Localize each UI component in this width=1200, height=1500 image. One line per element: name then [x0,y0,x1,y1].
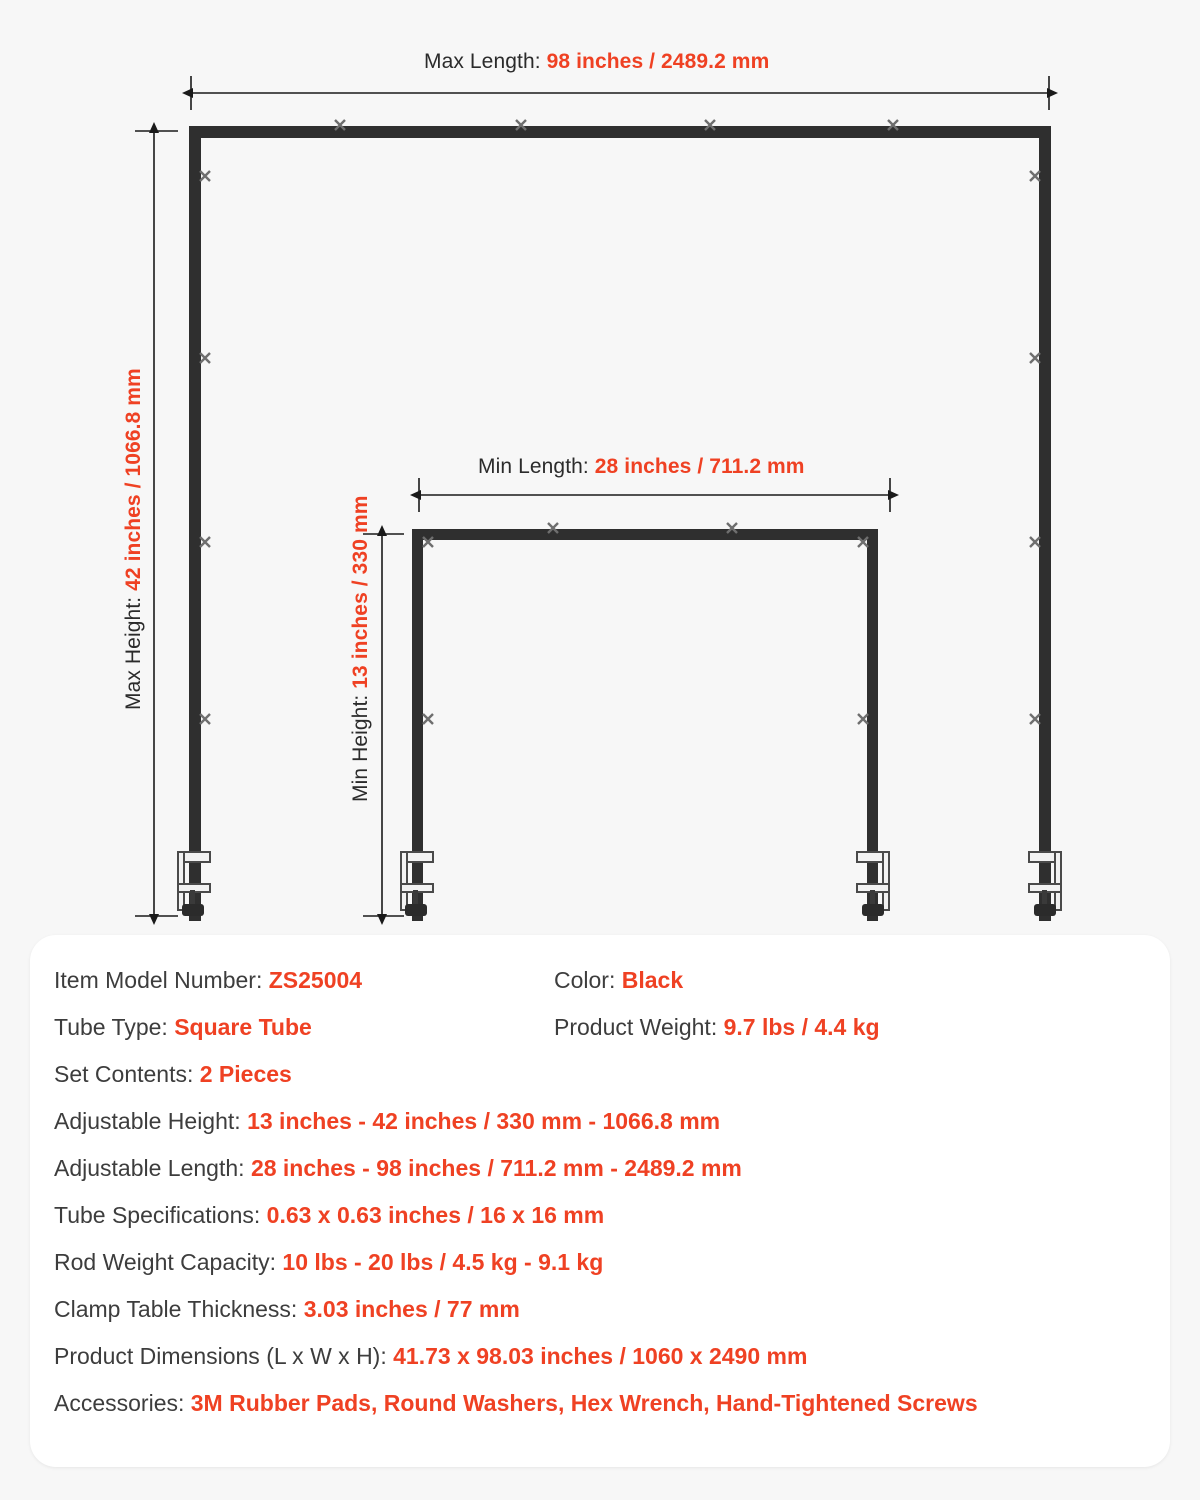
spec-item-color [554,963,1146,998]
large-frame [178,120,1061,921]
dimension-lines [135,76,1049,916]
spec-value: 9.7 lbs / 4.4 kg [723,1013,880,1040]
spec-value: 13 inches - 42 inches / 330 mm - 1066.8 mm [247,1107,721,1134]
spec-label: Set Contents: [54,1060,200,1087]
max-height-label: Max Height: 42 inches / 1066.8 mm [122,368,145,710]
spec-label: Product Dimensions (L x W x H): [54,1342,394,1369]
spec-value: Square Tube [174,1013,312,1040]
small-frame [401,523,889,921]
max-height-value: 42 inches / 1066.8 mm [122,368,145,591]
spec-value: 3.03 inches / 77 mm [303,1295,520,1322]
clamp-small-right [857,852,889,916]
clamp-large-left [178,852,210,916]
spec-value: 41.73 x 98.03 inches / 1060 x 2490 mm [393,1342,808,1369]
spec-label: Accessories: [54,1389,191,1416]
spec-item-product-dimensions [54,1339,1146,1374]
max-length-value: 98 inches / 2489.2 mm [546,50,770,73]
clamp-large-right [1029,852,1061,916]
spec-value: 28 inches - 98 inches / 711.2 mm - 2489.2 mm [250,1154,742,1181]
spec-value: 3M Rubber Pads, Round Washers, Hex Wrench, Hand-Tightened Screws [190,1389,978,1416]
spec-item-accessories [54,1386,1146,1421]
specifications-card [30,935,1170,1467]
spec-value: 2 Pieces [199,1060,292,1087]
spec-label: Item Model Number: [54,967,269,993]
min-length-value: 28 inches / 711.2 mm [594,455,805,478]
spec-value: ZS25004 [268,967,363,993]
spec-item-rod-weight-capacity [54,1245,1146,1280]
spec-value: Black [621,967,684,993]
min-height-value: 13 inches / 330 mm [349,495,372,689]
spec-label: Tube Specifications: [54,1201,267,1228]
spec-label: Rod Weight Capacity: [54,1248,283,1275]
spec-label: Adjustable Height: [54,1107,248,1134]
spec-label: Color: [554,967,622,993]
spec-item-adjustable-height [54,1104,1146,1139]
spec-item-clamp-table-thickness [54,1292,1146,1327]
clamp-small-left [401,852,433,916]
spec-label: Tube Type: [54,1013,175,1040]
min-length-label: Min Length: 28 inches / 711.2 mm [478,455,805,478]
spec-row [54,1010,1146,1045]
spec-value: 10 lbs - 20 lbs / 4.5 kg - 9.1 kg [282,1248,604,1275]
min-height-label: Min Height: 13 inches / 330 mm [349,495,372,802]
spec-item-tube-type [54,1010,554,1045]
spec-label: Clamp Table Thickness: [54,1295,304,1322]
spec-label: Product Weight: [554,1013,724,1040]
spec-item-set-contents [54,1057,1146,1092]
spec-item-model [54,963,554,998]
max-length-label: Max Length: 98 inches / 2489.2 mm [424,50,770,73]
spec-label: Adjustable Length: [54,1154,251,1181]
spec-item-adjustable-length [54,1151,1146,1186]
spec-item-tube-specifications [54,1198,1146,1233]
spec-row [54,963,1146,998]
spec-value: 0.63 x 0.63 inches / 16 x 16 mm [266,1201,605,1228]
spec-item-product-weight [554,1010,1146,1045]
